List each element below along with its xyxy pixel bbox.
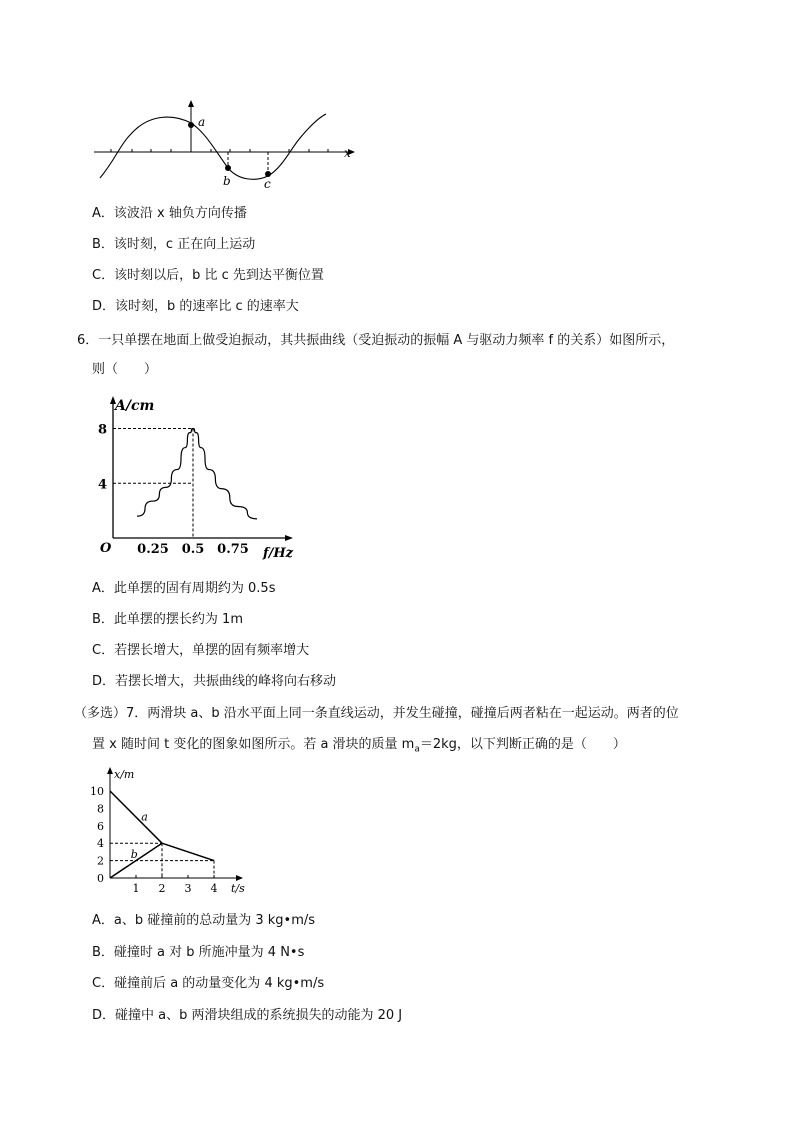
wave-x-axis-label: x [344, 146, 351, 160]
res-y-label: A/cm [115, 398, 155, 414]
xt-y-tick-label: 8 [97, 802, 104, 816]
q6-stem-line2: 则（ ） [92, 362, 158, 377]
resonance-chart [95, 392, 305, 562]
xt-y-tick-label: 10 [90, 785, 104, 798]
q6-stem-line1: 6．一只单摆在地面上做受迫振动，其共振曲线（受迫振动的振幅 A 与驱动力频率 f 的关系）如图所示， [77, 333, 675, 348]
xt-x-tick-label: 4 [210, 882, 218, 895]
res-curve [137, 429, 257, 519]
xt-y-tick-label: 6 [97, 819, 104, 833]
xt-series-label-b: b [130, 847, 138, 861]
wave-figure [90, 100, 360, 192]
wave-y-axis-arrow [188, 100, 194, 107]
wave-curve [100, 114, 326, 179]
wave-label-c: c [264, 177, 271, 191]
q5-option-a: A．该波沿 x 轴负方向传播 [92, 206, 247, 221]
q6-option-d: D．若摆长增大，共振曲线的峰将向右移动 [92, 674, 337, 689]
xt-x-arrow [236, 875, 243, 881]
q6-option-a: A．此单摆的固有周期约为 0.5s [92, 581, 276, 596]
res-origin-label: O [100, 541, 112, 556]
q6-option-c: C．若摆长增大，单摆的固有频率增大 [92, 643, 310, 658]
q7-mass-subscript: a [414, 744, 420, 755]
res-x-arrow [285, 535, 293, 541]
q5-option-d: D．该时刻，b 的速率比 c 的速率大 [92, 299, 299, 314]
q7-stem-line1: （多选）7．两滑块 a、b 沿水平面上同一条直线运动，并发生碰撞，碰撞后两者粘在一起运动。两者的位 [74, 706, 679, 721]
q7-stem-line2-post: ＝2kg，以下判断正确的是（ ） [419, 737, 626, 752]
q7-option-c: C．碰撞前后 a 的动量变化为 4 kg•m/s [92, 976, 325, 991]
xt-x-tick-label: 3 [184, 882, 192, 895]
wave-point-b [225, 165, 231, 171]
xt-x-tick-label: 1 [132, 882, 140, 895]
res-x-tick-label: 0.25 [137, 542, 169, 557]
q7-option-a: A．a、b 碰撞前的总动量为 3 kg•m/s [92, 913, 316, 928]
xt-y-tick-label: 2 [97, 854, 104, 868]
xt-y-label: x/m [114, 768, 135, 781]
q5-option-b: B．该时刻，c 正在向上运动 [92, 237, 256, 252]
xt-y-arrow [107, 767, 113, 774]
xt-y-tick-label: 4 [97, 837, 104, 851]
res-x-label: f/Hz [263, 546, 294, 561]
xt-x-tick-label: 2 [158, 882, 166, 895]
q5-option-c: C．该时刻以后，b 比 c 先到达平衡位置 [92, 268, 324, 283]
res-x-tick-label: 0.75 [217, 542, 249, 557]
position-time-chart [88, 766, 258, 896]
q7-stem-line2 [92, 736, 626, 759]
q7-option-d: D．碰撞中 a、b 两滑块组成的系统损失的动能为 20 J [92, 1008, 403, 1023]
xt-line-a [110, 791, 162, 843]
xt-x-label: t/s [231, 882, 245, 895]
xt-series-label-a: a [141, 810, 148, 824]
xt-line-ab [162, 843, 214, 860]
res-y-tick-label: 8 [97, 422, 107, 438]
xt-origin-label: 0 [97, 872, 104, 885]
q7-stem-line2-pre: 置 x 随时间 t 变化的图象如图所示。若 a 滑块的质量 m [92, 737, 415, 752]
wave-label-b: b [223, 174, 231, 188]
res-x-tick-label: 0.5 [181, 542, 205, 557]
q6-option-b: B．此单摆的摆长约为 1m [92, 612, 243, 627]
wave-point-a [188, 122, 194, 128]
q7-option-b: B．碰撞时 a 对 b 所施冲量为 4 N•s [92, 945, 305, 960]
wave-label-a: a [198, 115, 206, 129]
res-y-tick-label: 4 [97, 477, 107, 493]
